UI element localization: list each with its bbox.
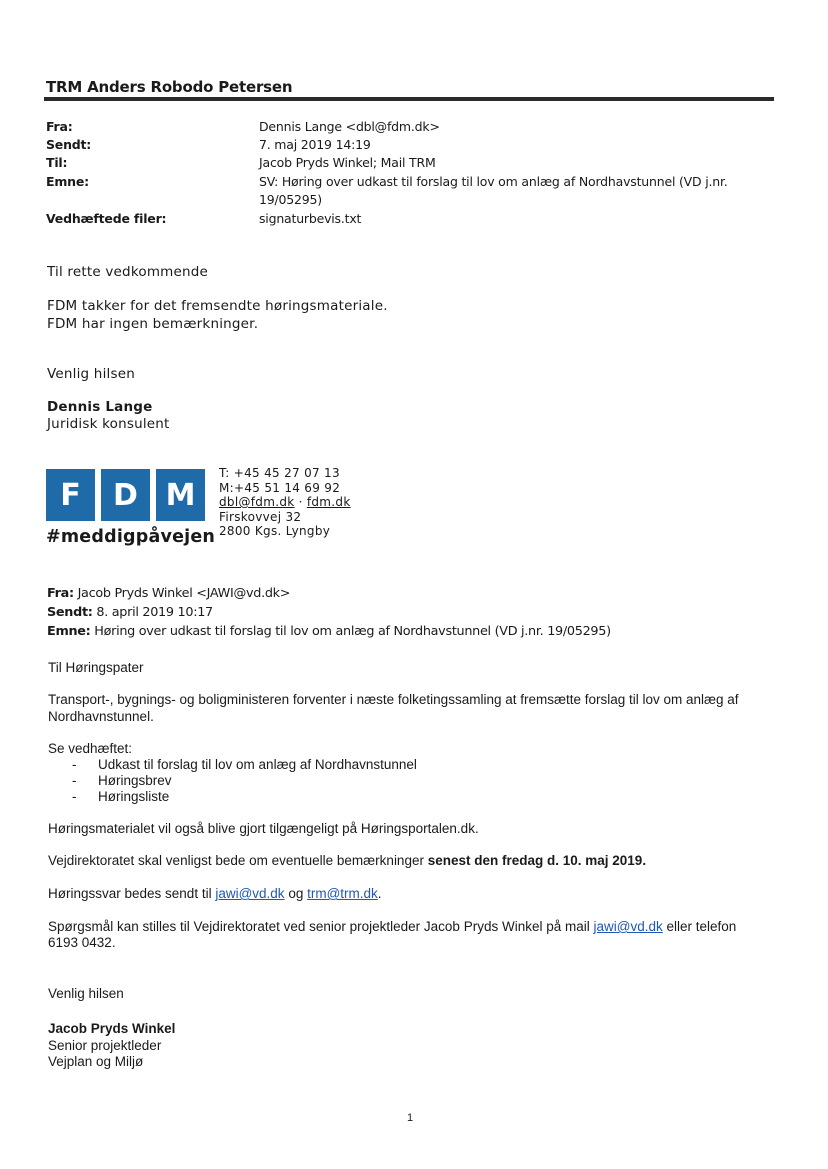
forwarded-subject xyxy=(47,624,611,639)
sent-label: Sendt: xyxy=(46,137,92,152)
list-item: Udkast til forslag til lov om anlæg af Nordhavnstunnel xyxy=(98,757,417,772)
reply-signer-name: Dennis Lange xyxy=(47,399,153,415)
list-item: Høringsliste xyxy=(98,789,170,804)
sent-value: 7. maj 2019 14:19 xyxy=(259,137,371,152)
subject-value-line2: 19/05295) xyxy=(259,192,322,207)
bullet-dash: - xyxy=(72,757,77,772)
reply-closing: Venlig hilsen xyxy=(47,366,135,382)
questions-line1 xyxy=(48,919,736,934)
fdm-website-link[interactable]: fdm.dk xyxy=(306,495,351,509)
contact-mobile: M:+45 51 14 69 92 xyxy=(219,481,341,495)
forwarded-from-label: Fra: xyxy=(47,586,74,601)
original-closing: Venlig hilsen xyxy=(48,986,124,1001)
contact-links xyxy=(219,495,351,509)
original-para1-line2: Nordhavnstunnel. xyxy=(48,709,154,724)
forwarded-sent-label: Sendt: xyxy=(47,605,93,620)
reply-line-2: FDM har ingen bemærkninger. xyxy=(47,316,259,332)
from-label: Fra: xyxy=(46,119,73,134)
subject-value-line1: SV: Høring over udkast til forslag til lov om anlæg af Nordhavstunnel (VD j.nr. xyxy=(259,174,728,189)
fdm-logo-d: D xyxy=(101,469,150,521)
fdm-logo-m: M xyxy=(156,469,205,521)
reply-address-sentence xyxy=(48,886,382,901)
document-header-name: TRM Anders Robodo Petersen xyxy=(46,78,293,96)
bullet-dash: - xyxy=(72,789,77,804)
list-item: Høringsbrev xyxy=(98,773,172,788)
questions-line2: 6193 0432. xyxy=(48,935,116,950)
original-signer-title: Senior projektleder xyxy=(48,1038,162,1053)
reply-suffix: . xyxy=(377,886,382,901)
to-value: Jacob Pryds Winkel; Mail TRM xyxy=(259,155,436,170)
forwarded-subject-value: Høring over udkast til forslag til lov om anlæg af Nordhavstunnel (VD j.nr. 19/05295) xyxy=(94,624,611,639)
reply-signer-title: Juridisk konsulent xyxy=(47,416,170,432)
from-value: Dennis Lange <dbl@fdm.dk> xyxy=(259,119,440,134)
original-signer-name: Jacob Pryds Winkel xyxy=(48,1021,176,1036)
contact-street: Firskovvej 32 xyxy=(219,510,302,524)
fdm-email-link[interactable]: dbl@fdm.dk xyxy=(219,495,295,509)
forwarded-from xyxy=(47,586,290,601)
page-number: 1 xyxy=(407,1112,414,1124)
deadline-prefix: Vejdirektoratet skal venligst bede om eventuelle bemærkninger xyxy=(48,853,428,868)
reply-line-1: FDM takker for det fremsendte høringsmateriale. xyxy=(47,298,388,314)
questions-email-link[interactable]: jawi@vd.dk xyxy=(593,919,663,934)
header-divider xyxy=(44,97,774,101)
deadline-date: senest den fredag d. 10. maj 2019. xyxy=(427,853,647,868)
questions-suffix: eller telefon xyxy=(662,919,737,934)
reply-and: og xyxy=(284,886,308,901)
contact-separator: · xyxy=(298,495,303,509)
forwarded-from-value: Jacob Pryds Winkel <JAWI@vd.dk> xyxy=(77,586,291,601)
contact-city: 2800 Kgs. Lyngby xyxy=(219,524,331,538)
jawi-email-link[interactable]: jawi@vd.dk xyxy=(215,886,285,901)
attached-intro: Se vedhæftet: xyxy=(48,741,133,756)
reply-greeting: Til rette vedkommende xyxy=(47,264,209,280)
questions-prefix: Spørgsmål kan stilles til Vejdirektoratet ved senior projektleder Jacob Pryds Winkel på mail xyxy=(48,919,594,934)
contact-phone: T: +45 45 27 07 13 xyxy=(219,466,340,480)
reply-prefix: Høringssvar bedes sendt til xyxy=(48,886,216,901)
attachment-file: signaturbevis.txt xyxy=(259,211,362,226)
forwarded-sent xyxy=(47,605,213,620)
attachments-label: Vedhæftede filer: xyxy=(46,211,167,226)
bullet-dash: - xyxy=(72,773,77,788)
trm-email-link[interactable]: trm@trm.dk xyxy=(307,886,378,901)
forwarded-sent-value: 8. april 2019 10:17 xyxy=(96,605,213,620)
original-greeting: Til Høringspater xyxy=(48,660,144,675)
portal-note: Høringsmaterialet vil også blive gjort tilgængeligt på Høringsportalen.dk. xyxy=(48,821,479,836)
fdm-hashtag: #meddigpåvejen xyxy=(46,527,216,547)
to-label: Til: xyxy=(46,155,68,170)
subject-label: Emne: xyxy=(46,174,89,189)
original-para1-line1: Transport-, bygnings- og boligministeren forventer i næste folketingssamling at fremsætte forslag til lov om anlæg af xyxy=(48,692,739,707)
fdm-logo-f: F xyxy=(46,469,95,521)
forwarded-subject-label: Emne: xyxy=(47,624,91,639)
original-signer-department: Vejplan og Miljø xyxy=(48,1054,144,1069)
deadline-sentence xyxy=(48,853,646,868)
